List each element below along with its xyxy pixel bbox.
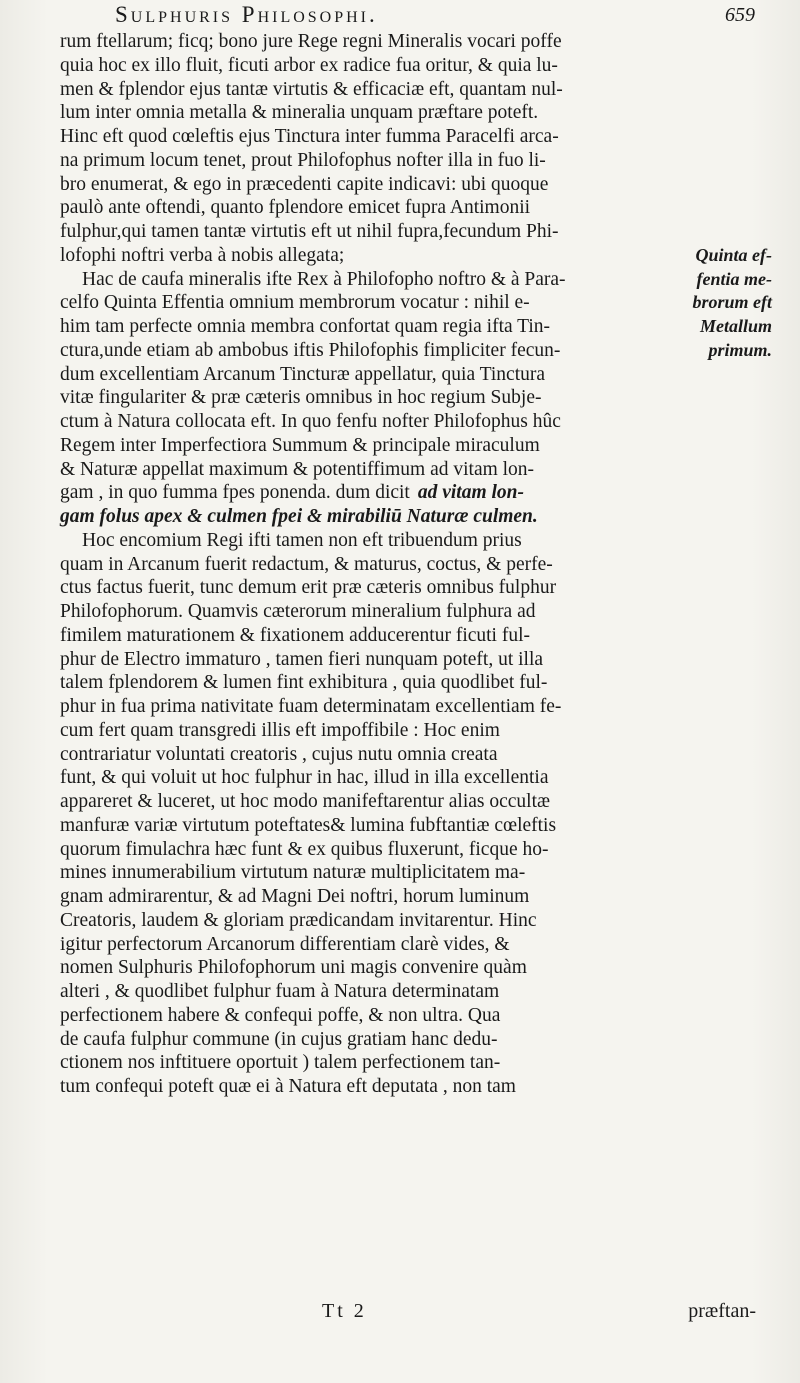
line-text: contrariatur voluntati creatoris , cujus nutu omnia creata (60, 743, 498, 765)
text-line (60, 173, 760, 197)
text-line (60, 719, 760, 743)
text-line (60, 78, 760, 102)
line-text: phur in fua prima nativitate fuam determinatam excellentiam fe- (60, 696, 562, 717)
text-line (60, 790, 760, 814)
text-line (60, 814, 760, 838)
signature-mark: Tt 2 (322, 1300, 367, 1322)
line-text: & Naturæ appellat maximum & potentiffimum ad vitam lon- (60, 458, 535, 480)
line-text: quorum fimulachra hæc funt & ex quibus fluxerunt, ficque ho- (60, 838, 549, 860)
text-line (60, 1004, 760, 1028)
margin-note: brorum eft (692, 292, 772, 313)
text-line (60, 980, 760, 1004)
text-line (60, 196, 760, 220)
line-text: appareret & luceret, ut hoc modo manifeftarentur alias occultæ (60, 791, 551, 812)
line-text: Hoc encomium Regi ifti tamen non eft tribuendum prius (82, 529, 522, 551)
text-line (60, 434, 760, 458)
text-line (60, 220, 760, 244)
line-text: quia hoc ex illo fluit, ficuti arbor ex radice fua oritur, & quia lu- (60, 54, 558, 76)
line-text: gnam admirarentur, & ad Magni Dei noftri, horum luminum (60, 886, 530, 907)
margin-note: fentia me- (696, 268, 772, 289)
text-line (60, 956, 760, 980)
text-line (60, 410, 760, 434)
text-line (60, 268, 772, 292)
line-text: tum confequi poteft quæ ei à Natura eft deputata , non tam (60, 1076, 516, 1097)
text-line (60, 624, 760, 648)
text-line (60, 363, 760, 387)
margin-note: Quinta ef- (695, 244, 772, 265)
line-text: phur de Electro immaturo , tamen fieri nunquam poteft, ut illa (60, 648, 544, 670)
line-text: lofophi noftri verba à nobis allegata; (60, 244, 345, 266)
text-line (60, 576, 760, 600)
line-text: Hac de caufa mineralis ifte Rex à Philofopho noftro & à Para- (82, 268, 566, 290)
text-line (60, 505, 760, 529)
line-text: Regem inter Imperfectiora Summum & principale miraculum (60, 434, 540, 456)
running-head (115, 0, 755, 30)
margin-note: primum. (708, 339, 772, 360)
running-title: Sulphuris Philosophi. (115, 2, 378, 27)
quoted-phrase: gam folus apex & culmen fpei & mirabiliū Naturæ culmen. (60, 506, 538, 527)
text-line (60, 291, 772, 315)
line-text: alteri , & quodlibet fulphur fuam à Natura determinatam (60, 981, 500, 1002)
quoted-phrase: ad vitam lon- (417, 482, 525, 504)
line-text: vitæ fingulariter & præ cæteris omnibus in hoc regium Subje- (60, 387, 542, 409)
line-text: quam in Arcanum fuerit redactum, & maturus, coctus, & perfe- (60, 553, 553, 575)
text-line (60, 743, 760, 767)
line-text: Hinc eft quod cœleftis ejus Tinctura inter fumma Paracelfi arca- (60, 126, 559, 147)
page-number: 659 (725, 4, 755, 26)
line-text: mines innumerabilium virtutum naturæ multiplicitatem ma- (60, 862, 526, 884)
line-text: him tam perfecte omnia membra confortat quam regia ifta Tin- (60, 316, 551, 337)
line-text: fimilem maturationem & fixationem adducerentur ficuti ful- (60, 624, 531, 646)
text-line (60, 671, 760, 695)
line-text: paulò ante oftendi, quanto fplendore emicet fupra Antimonii (60, 197, 531, 219)
line-text: bro enumerat, & ego in præcedenti capite indicavi: ubi quoque (60, 173, 549, 195)
text-line (60, 386, 760, 410)
text-line (60, 909, 760, 933)
line-text: ctum à Natura collocata eft. In quo fenfu nofter Philofophus hûc (60, 411, 561, 432)
margin-note: Metallum (699, 316, 772, 336)
text-line (60, 529, 760, 553)
line-text: fulphur,qui tamen tantæ virtutis eft ut nihil fupra,fecundum Phi- (60, 221, 559, 242)
text-line (60, 600, 760, 624)
line-text: Creatoris, laudem & gloriam prædicandam invitarentur. Hinc (60, 909, 537, 931)
text-line (60, 458, 760, 482)
text-line (60, 861, 760, 885)
text-line (60, 838, 760, 862)
text-line (60, 481, 760, 505)
body-text (60, 30, 772, 1099)
line-text: ctura,unde etiam ab ambobus iftis Philofophis fimpliciter fecun- (60, 339, 561, 361)
text-line (60, 933, 760, 957)
line-text: cum fert quam transgredi illis eft impoffibile : Hoc enim (60, 719, 500, 741)
text-line (60, 101, 760, 125)
line-text: na primum locum tenet, prout Philofophus nofter illa in fuo li- (60, 149, 546, 171)
text-line (60, 125, 760, 149)
text-line (60, 1051, 760, 1075)
line-text: nomen Sulphuris Philofophorum uni magis convenire quàm (60, 957, 527, 979)
catchword: præftan- (688, 1300, 756, 1322)
text-line (60, 54, 760, 78)
line-text: perfectionem habere & confequi poffe, & non ultra. Qua (60, 1004, 501, 1026)
line-text: de caufa fulphur commune (in cujus gratiam hanc dedu- (60, 1028, 498, 1050)
line-text: rum ftellarum; ficq; bono jure Rege regni Mineralis vocari poffe (60, 31, 562, 52)
line-text: lum inter omnia metalla & mineralia unquam præftare poteft. (60, 102, 539, 124)
text-line (60, 695, 760, 719)
text-line (60, 885, 760, 909)
text-line (60, 149, 760, 173)
text-line (60, 648, 760, 672)
line-text: Philofophorum. Quamvis cæterorum mineralium fulphura ad (60, 601, 536, 622)
page-footer (60, 1300, 760, 1326)
line-text: dum excellentiam Arcanum Tincturæ appellatur, quia Tinctura (60, 363, 546, 385)
text-line (60, 339, 772, 363)
line-text: igitur perfectorum Arcanorum differentiam clarè vides, & (60, 933, 510, 955)
line-text: men & fplendor ejus tantæ virtutis & efficaciæ eft, quantam nul- (60, 78, 563, 100)
text-line (60, 766, 760, 790)
text-line (60, 30, 760, 54)
line-text: celfo Quinta Effentia omnium membrorum vocatur : nihil e- (60, 292, 530, 314)
line-text: gam , in quo fumma fpes ponenda. dum dicit (60, 482, 410, 504)
line-text: talem fplendorem & lumen fint exhibitura , quia quodlibet ful- (60, 672, 548, 694)
line-text: ctus factus fuerit, tunc demum erit præ cæteris omnibus fulphur (60, 577, 557, 599)
line-text: manfuræ variæ virtutum poteftates& lumina fubftantiæ cœleftis (60, 814, 557, 836)
line-text: funt, & qui voluit ut hoc fulphur in hac, illud in illa excellentia (60, 767, 549, 789)
line-text: ctionem nos inftituere oportuit ) talem perfectionem tan- (60, 1052, 501, 1074)
text-line (60, 1028, 760, 1052)
text-line (60, 244, 772, 268)
text-line (60, 315, 772, 339)
text-line (60, 1075, 760, 1099)
text-line (60, 553, 760, 577)
